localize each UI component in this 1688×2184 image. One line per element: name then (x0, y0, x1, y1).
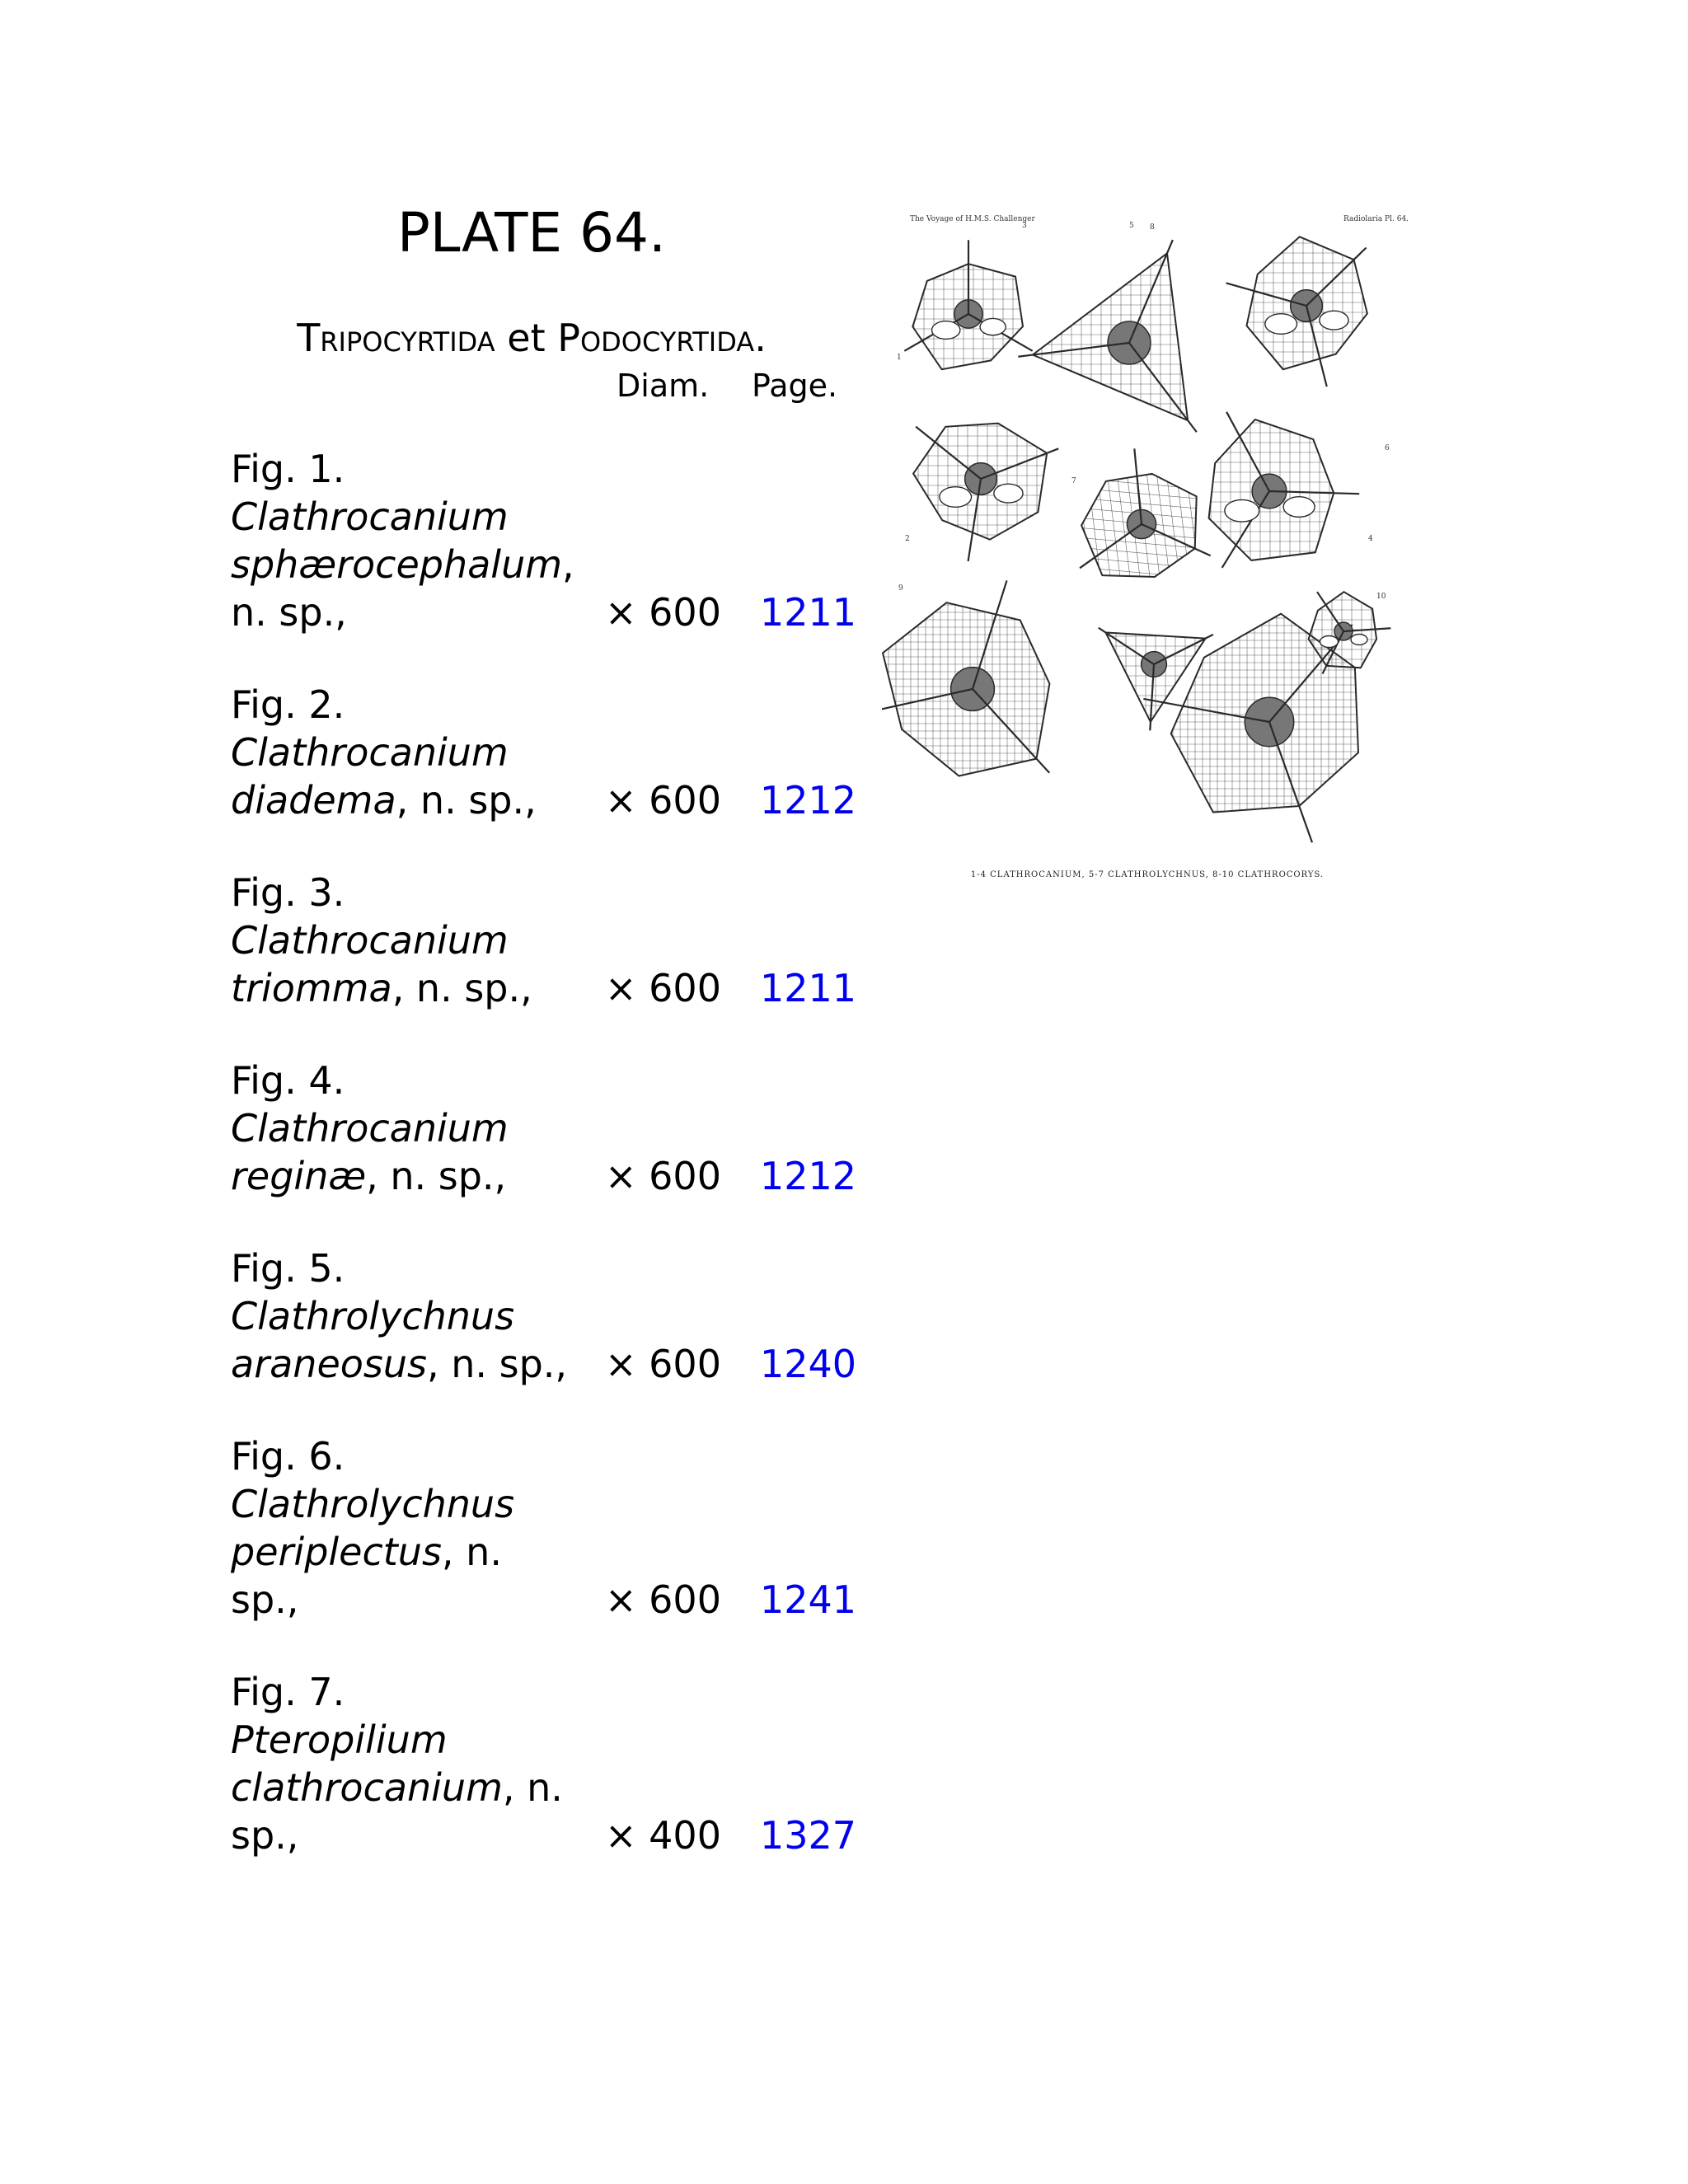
species-name-suffix: , n. (441, 1530, 502, 1574)
column-header-diam: Diam. (617, 368, 710, 404)
section-joiner: et (495, 316, 558, 360)
species-name-suffix: , n. sp., (426, 1342, 568, 1386)
figure-number-label: 2 (905, 535, 910, 543)
shell-window (1351, 635, 1367, 645)
figure-number-label: 5 (1129, 222, 1134, 230)
figure-label: Fig. 1. (231, 447, 345, 491)
page-link[interactable]: 1211 (760, 966, 857, 1010)
species-name-italic: clathrocanium (231, 1765, 503, 1810)
plate-title: PLATE 64. (396, 201, 667, 265)
species-name-suffix: sp., (231, 1813, 299, 1858)
magnification: × 600 (605, 1577, 721, 1622)
shell-window (980, 318, 1006, 335)
magnification: × 600 (605, 590, 721, 635)
shell-window (1225, 499, 1259, 522)
figure-label: Fig. 2. (231, 682, 345, 727)
plate-illustration (882, 203, 1413, 882)
species-name-line (231, 1716, 593, 1764)
magnification: × 600 (605, 778, 721, 823)
species-name-italic: reginæ (231, 1154, 367, 1198)
figure-entry (231, 681, 857, 824)
shell-window (994, 484, 1023, 503)
figure-label: Fig. 5. (231, 1246, 345, 1291)
figure-number-label: 1 (897, 354, 902, 362)
species-name-line (231, 1764, 593, 1811)
species-name-italic: Clathrocanium (231, 494, 509, 539)
species-name-suffix: , (562, 542, 574, 587)
species-name-line (231, 1528, 593, 1576)
figure-label: Fig. 3. (231, 870, 345, 915)
species-name-italic: diadema (231, 778, 396, 823)
species-name-italic: Clathrolychnus (231, 1482, 515, 1526)
figure-entry (231, 869, 857, 1012)
figure-entry (231, 1668, 857, 1859)
species-name-italic: sphærocephalum (231, 542, 563, 587)
species-name-line (231, 776, 593, 824)
section-period: . (754, 316, 767, 360)
species-name-line (231, 1292, 593, 1340)
magnification: × 600 (605, 1342, 721, 1386)
species-name-suffix: , n. sp., (366, 1154, 507, 1198)
species-name-line (231, 541, 593, 588)
species-name-line (231, 1576, 593, 1624)
section-name-podocyrtida: Podocyrtida (557, 316, 755, 360)
species-name-suffix: , n. (502, 1765, 563, 1810)
plate-caption: 1-4 CLATHROCANIUM, 5-7 CLATHROLYCHNUS, 8-10 CLATHROCORYS. (970, 870, 1325, 879)
species-name-italic: Clathrocanium (231, 918, 509, 963)
species-name-suffix: sp., (231, 1577, 299, 1622)
figure-number-label: 4 (1368, 535, 1373, 543)
species-name-line (231, 1340, 593, 1388)
species-name-italic: araneosus (231, 1342, 427, 1386)
magnification: × 600 (605, 1154, 721, 1198)
magnification: × 600 (605, 966, 721, 1010)
shell-window (932, 321, 960, 340)
plate-header-left: The Voyage of H.M.S. Challenger (910, 215, 1035, 223)
species-name-line (231, 493, 593, 541)
species-name-italic: periplectus (231, 1530, 442, 1574)
species-name-line (231, 1152, 593, 1200)
figure-label: Fig. 6. (231, 1434, 345, 1479)
page-link[interactable]: 1212 (760, 1154, 857, 1198)
species-name-line (231, 588, 593, 636)
species-name-suffix: , n. sp., (396, 778, 537, 823)
magnification: × 400 (605, 1813, 721, 1858)
figure-number-label: 8 (1150, 223, 1155, 232)
shell-window (1320, 636, 1339, 648)
species-name-italic: triomma (231, 966, 392, 1010)
section-title (231, 313, 832, 363)
page-link[interactable]: 1211 (760, 590, 857, 635)
figure-entry (231, 1432, 857, 1624)
figure-entry (231, 1244, 857, 1388)
species-name-italic: Clathrolychnus (231, 1294, 515, 1338)
species-name-suffix: n. sp., (231, 590, 347, 635)
figure-label: Fig. 4. (231, 1058, 345, 1103)
species-name-line (231, 964, 593, 1012)
column-header-page: Page. (752, 368, 838, 404)
shell-window (1283, 497, 1315, 518)
species-name-line (231, 916, 593, 964)
plate-header-right: Radiolaria Pl. 64. (1343, 215, 1409, 223)
figure-number-label: 9 (898, 584, 903, 593)
species-name-line (231, 1104, 593, 1152)
species-name-italic: Clathrocanium (231, 1106, 509, 1151)
page-link[interactable]: 1212 (760, 778, 857, 823)
species-name-line (231, 1480, 593, 1528)
figure-list (231, 445, 857, 1904)
radiolaria-plate-drawing (882, 203, 1413, 882)
figure-number-label: 3 (1022, 222, 1027, 230)
shell-window (1320, 311, 1348, 330)
species-name-italic: Pteropilium (231, 1718, 448, 1762)
page-link[interactable]: 1240 (760, 1342, 857, 1386)
figure-number-label: 7 (1071, 477, 1076, 485)
figure-entry (231, 445, 857, 636)
species-name-suffix: , n. sp., (392, 966, 532, 1010)
species-name-line (231, 729, 593, 776)
figure-label: Fig. 7. (231, 1670, 345, 1714)
species-name-italic: Clathrocanium (231, 730, 509, 775)
shell-window (1265, 314, 1297, 335)
page-link[interactable]: 1327 (760, 1813, 857, 1858)
figure-entry (231, 1057, 857, 1200)
figure-number-label: 6 (1385, 444, 1390, 452)
species-name-line (231, 1811, 593, 1859)
figure-number-label: 10 (1376, 593, 1386, 601)
shell-window (940, 487, 972, 508)
section-name-tripocyrtida: Tripocyrtida (297, 316, 495, 360)
page-link[interactable]: 1241 (760, 1577, 857, 1622)
